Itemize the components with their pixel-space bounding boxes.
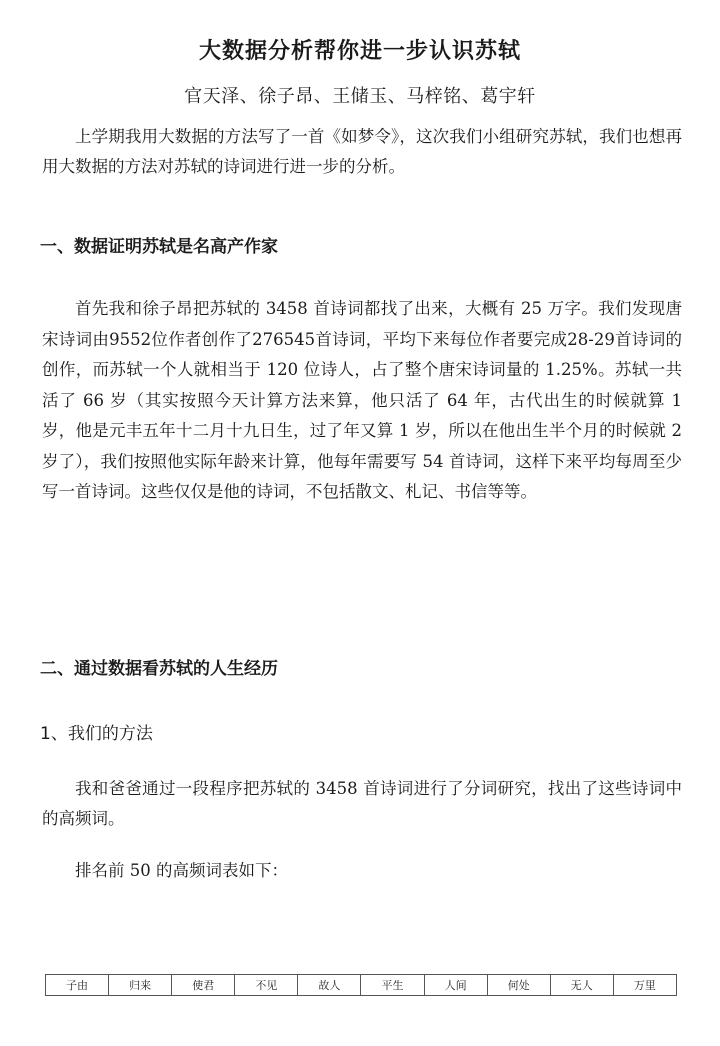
method-paragraph: 我和爸爸通过一段程序把苏轼的 3458 首诗词进行了分词研究，找出了这些诗词中的高频词。: [42, 779, 682, 828]
document-authors: 官天泽、徐子昂、王储玉、马梓铭、葛宇轩: [184, 86, 536, 107]
table-cell: 使君: [172, 975, 235, 996]
table-cell: 何处: [487, 975, 550, 996]
section-1-paragraph: 首先我和徐子昂把苏轼的 3458 首诗词都找了出来，大概有 25 万字。我们发现唐宋诗词由9552位作者创作了276545首诗词，平均下来每位作者要完成28-29首诗词的创作，而苏轼一个人就相当于 120 位诗人，占了整个唐宋诗词量的 1.25%。苏轼一共活了 66 岁（其实按照今天计算方法来算，他只活了 64 年，古代出生的时候就算 1 岁，他是元丰五年十二月十九日生，过了年又算 1 岁，所以在他出生半个月的时候就 2 岁了），我们按照他实际年龄来计算，他每年需要写 54 首诗词，这样下来平均每周至少写一首诗词。这些仅仅是他的诗词，不包括散文、札记、书信等等。: [42, 299, 682, 501]
table-cell: 子由: [46, 975, 109, 996]
section-heading-2: 二、通过数据看苏轼的人生经历: [40, 659, 278, 679]
subsection-heading-1: 1、我们的方法: [40, 724, 153, 744]
table-row: [46, 975, 677, 996]
section-heading-1: 一、数据证明苏轼是名高产作家: [40, 237, 278, 257]
table-cell: 不见: [235, 975, 298, 996]
table-cell: 故人: [298, 975, 361, 996]
table-cell: 无人: [550, 975, 613, 996]
intro-paragraph: 上学期我用大数据的方法写了一首《如梦令》，这次我们小组研究苏轼，我们也想再用大数据的方法对苏轼的诗词进行进一步的分析。: [42, 127, 682, 176]
high-frequency-word-table: [45, 974, 677, 996]
document-title: 大数据分析帮你进一步认识苏轼: [198, 39, 521, 64]
table-intro-text: 排名前 50 的高频词表如下：: [75, 861, 288, 880]
table-cell: 万里: [613, 975, 676, 996]
table-cell: 归来: [109, 975, 172, 996]
table-cell: 平生: [361, 975, 424, 996]
table-cell: 人间: [424, 975, 487, 996]
